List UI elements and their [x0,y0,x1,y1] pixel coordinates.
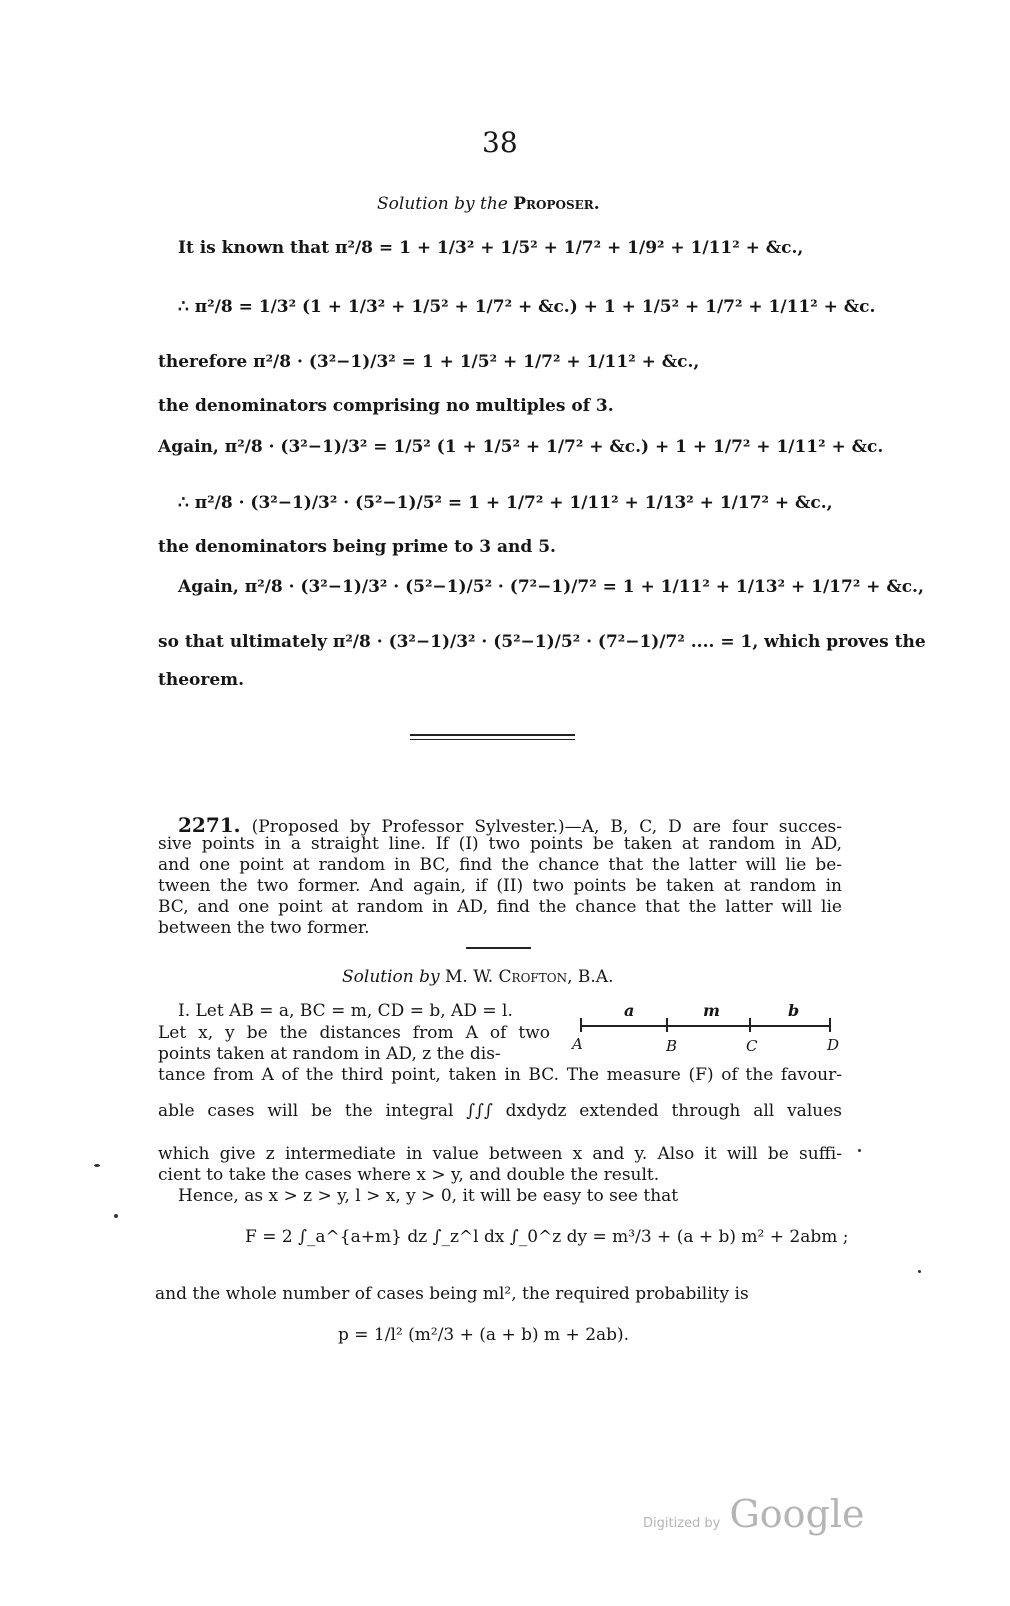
solution2-line-8: Hence, as x > z > y, l > x, y > 0, it will be easy to see that [178,1186,679,1206]
equation-line-9: so that ultimately π²/8 · (3²−1)/3² · (5²−1)/5² · (7²−1)/7² .... = 1, which proves the [158,632,926,652]
watermark-prefix: Digitized by [643,1516,721,1531]
point-label-a: A [572,1035,583,1053]
digitized-by-google-watermark [643,1492,865,1536]
segment-label-b: b [788,1001,800,1020]
solution-heading-prefix: Solution by the [377,194,508,214]
solution2-line-4: tance from A of the third point, taken in BC. The measure (F) of the favour- [158,1065,842,1085]
problem-line-3: and one point at random in BC, find the chance that the latter will lie be- [158,855,842,875]
text-line-7: the denominators being prime to 3 and 5. [158,537,556,557]
google-logo: Google [729,1492,865,1536]
solution2-line-10: and the whole number of cases being ml², the required probability is [155,1284,749,1304]
equation-line-8: Again, π²/8 · (3²−1)/3² · (5²−1)/5² · (7²−1)/7² = 1 + 1/11² + 1/13² + 1/17² + &c., [178,577,924,597]
solution2-line-5: able cases will be the integral ∫∫∫ dxdydz extended through all values [158,1101,842,1121]
scan-speck [94,1164,100,1167]
page-number: 38 [482,126,518,159]
integral-equation: F = 2 ∫_a^{a+m} dz ∫_z^l dx ∫_0^z dy = m³/3 + (a + b) m² + 2abm ; [245,1227,849,1247]
problem-line-4: tween the two former. And again, if (II) two points be taken at random in [158,876,842,896]
point-label-c: C [746,1037,758,1055]
solution2-line-1: I. Let AB = a, BC = m, CD = b, AD = l. [178,1001,513,1021]
text-line-10: theorem. [158,670,245,690]
scan-speck [918,1270,921,1273]
short-rule [466,947,531,949]
solution2-heading-prefix: Solution by [342,967,440,987]
solution2-line-3: points taken at random in AD, z the dis- [158,1044,501,1064]
problem-line-5: BC, and one point at random in AD, find the chance that the latter will lie [158,897,842,917]
segment-label-a: a [624,1001,635,1020]
solution-heading-name: Proposer. [513,194,600,214]
double-rule-bottom [410,739,575,740]
solution2-line-7: cient to take the cases where x > y, and double the result. [158,1165,660,1185]
solution2-line-6: which give z intermediate in value between x and y. Also it will be suffi- [158,1144,842,1164]
point-label-d: D [827,1036,840,1054]
text-line-4: the denominators comprising no multiples of 3. [158,396,614,416]
segment-label-m: m [703,1001,720,1020]
problem-line-2: sive points in a straight line. If (I) two points be taken at random in AD, [158,834,842,854]
problem-line-6: between the two former. [158,918,370,938]
probability-equation: p = 1/l² (m²/3 + (a + b) m + 2ab). [338,1325,630,1345]
problem-number: 2271. [178,813,241,837]
equation-line-5: Again, π²/8 · (3²−1)/3² = 1/5² (1 + 1/5² + 1/7² + &c.) + 1 + 1/7² + 1/11² + &c. [158,437,884,457]
solution2-heading [342,967,613,987]
equation-line-6: ∴ π²/8 · (3²−1)/3² · (5²−1)/5² = 1 + 1/7² + 1/11² + 1/13² + 1/17² + &c., [178,493,833,513]
solution-heading [377,194,600,214]
scan-speck [858,1149,861,1152]
scan-speck [114,1214,118,1218]
diagram-axis [580,1025,830,1027]
diagram-tick-a [580,1018,582,1032]
diagram-tick-c [749,1018,751,1032]
solution2-line-2: Let x, y be the distances from A of two [158,1023,550,1043]
problem-line-1-text: (Proposed by Professor Sylvester.)—A, B, C, D are four succes- [251,817,842,837]
double-rule-top [410,734,575,736]
solution2-heading-name: M. W. Crofton, B.A. [445,967,614,987]
equation-line-1: It is known that π²/8 = 1 + 1/3² + 1/5² + 1/7² + 1/9² + 1/11² + &c., [178,238,804,258]
diagram-tick-d [829,1018,831,1032]
equation-line-2: ∴ π²/8 = 1/3² (1 + 1/3² + 1/5² + 1/7² + &c.) + 1 + 1/5² + 1/7² + 1/11² + &c. [178,297,876,317]
equation-line-3: therefore π²/8 · (3²−1)/3² = 1 + 1/5² + 1/7² + 1/11² + &c., [158,352,700,372]
point-label-b: B [666,1037,678,1055]
diagram-tick-b [666,1018,668,1032]
